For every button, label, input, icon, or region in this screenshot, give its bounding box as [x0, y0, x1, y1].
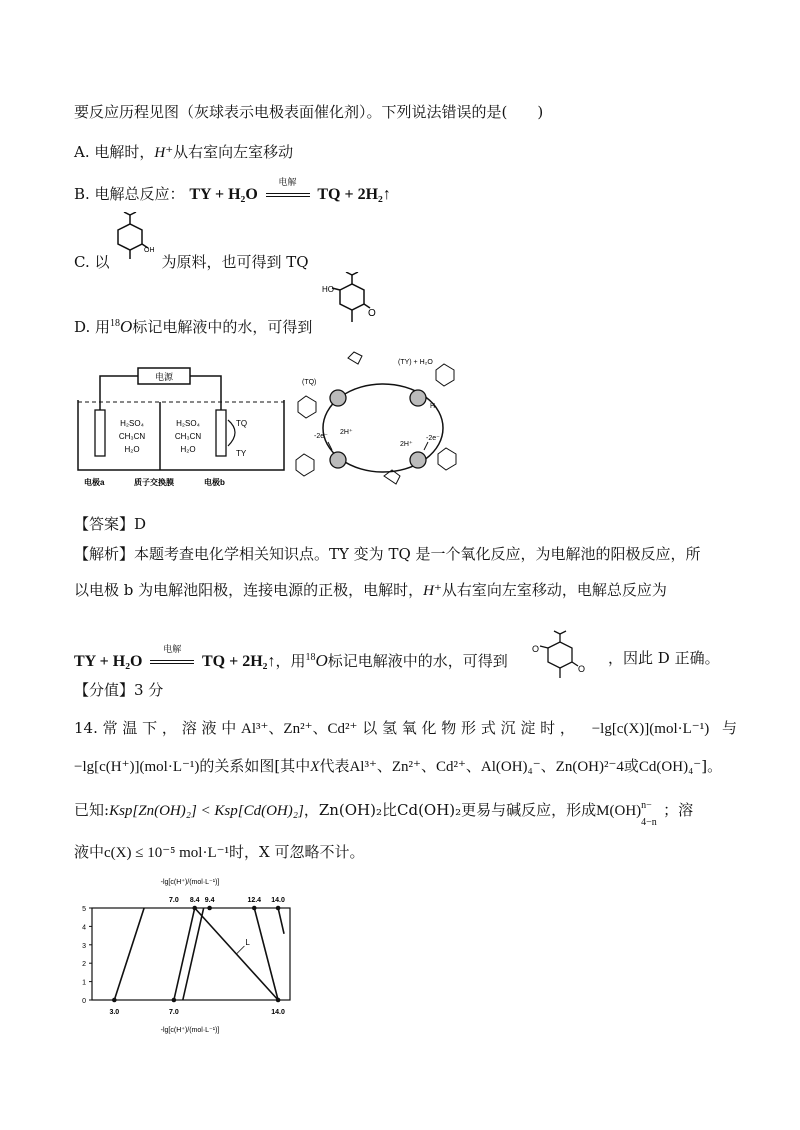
series-line [183, 908, 204, 1000]
reaction-cycle-diagram [288, 342, 478, 502]
option-c [74, 252, 309, 272]
data-point [112, 998, 117, 1003]
q14-line-2 [74, 756, 722, 777]
y-tick-label: 3 [82, 942, 86, 950]
left-solution-1: H₂SO₄ [120, 419, 144, 428]
option-a-suffix: 从右室向左室移动 [173, 143, 294, 161]
q14-ions: Al³⁺、Zn²⁺、Cd²⁺ [241, 721, 358, 737]
q14-line-3 [74, 800, 694, 828]
q14-moh-sup: n− [641, 800, 652, 811]
svg-text:O: O [532, 644, 540, 654]
q14-line-4 [74, 842, 365, 863]
power-label: 电源 [154, 372, 174, 382]
analysis-l3c: ，因此 D 正确。 [608, 649, 720, 667]
middle-solution-2: CH₃CN [174, 432, 202, 441]
analysis-line-3 [74, 645, 508, 672]
q14-line-1 [74, 718, 737, 739]
data-point [276, 998, 281, 1003]
bottom-tick-label: 3.0 [109, 1009, 120, 1016]
answer-label: 【答案】D [74, 515, 147, 533]
series-line [174, 908, 195, 1000]
question-intro: 要反应历程见图（灰球表示电极表面催化剂）。下列说法错误的是( ) [74, 103, 544, 121]
left-solution-3: H₂O [124, 445, 140, 454]
analysis-l3b: 标记电解液中的水，可得到 [327, 652, 508, 670]
q14-x: X [310, 759, 320, 775]
q14-lgx: −lg[c(X)](mol·L⁻¹) [591, 721, 710, 737]
series-label: L [245, 938, 250, 947]
score-label: 【分值】3 分 [74, 681, 164, 699]
data-point [276, 906, 281, 911]
q14-l2c: ]。 [701, 757, 723, 775]
analysis-l2b: 从右室向左室移动，电解总反应为 [441, 581, 667, 599]
cycle-ty-water-label: (TY) + H₂O [398, 359, 433, 366]
q14-lgh: −lg[c(H⁺)](mol·L⁻¹) [74, 759, 200, 775]
data-point [172, 998, 177, 1003]
q14-l4b: 时，X 可忽略不计。 [229, 843, 365, 861]
isotope-mass: 18 [110, 318, 121, 329]
option-b-prefix: B. 电解总反应： [74, 185, 185, 203]
option-a-prefix: A. 电解时， [74, 143, 155, 161]
analysis-h-plus: H⁺ [423, 583, 442, 599]
cycle-tq-label: (TQ) [302, 379, 317, 386]
q14-l4a: 液中 [74, 843, 105, 861]
bottom-tick-label: 7.0 [169, 1009, 179, 1016]
option-d-suffix: 标记电解液中的水，可得到 [132, 318, 313, 336]
top-tick-label: 9.4 [204, 897, 215, 904]
electrode-a-label: 电极a [84, 478, 105, 487]
option-c-suffix: 为原料，也可得到 TQ [161, 253, 309, 271]
y-tick-label: 1 [82, 979, 86, 987]
cycle-h-left: 2H⁺ [340, 429, 353, 436]
option-a [74, 142, 293, 163]
analysis-arrow [150, 645, 194, 671]
svg-text:HO: HO [322, 285, 334, 294]
analysis-product-molecule [526, 630, 602, 682]
equation-rhs: TQ + 2H₂↑ [317, 186, 391, 203]
analysis-l2a: 以电极 b 为电解池阳极，连接电源的正极，电解时， [74, 581, 424, 599]
q14-ions-2: Al³⁺、Zn²⁺、Cd²⁺、Al(OH)₄⁻、Zn(OH)²⁻4或Cd(OH)₄⁻ [349, 759, 702, 775]
left-solution-2: CH₃CN [118, 432, 146, 441]
top-tick-label: 14.0 [271, 897, 285, 904]
option-c-prefix: C. 以 [74, 253, 110, 271]
svg-text:OH: OH [144, 247, 155, 254]
membrane-label: 质子交换膜 [134, 478, 174, 487]
y-tick-label: 2 [82, 961, 86, 969]
cycle-e-right: -2e⁻ [426, 435, 440, 442]
q14-l3a: 已知: [74, 801, 110, 819]
q14-l1a: 14. 常 温 下 ， 溶 液 中 [74, 719, 237, 737]
y-tick-label: 4 [82, 924, 86, 932]
top-tick-label: 7.0 [169, 897, 179, 904]
analysis-line-2 [74, 580, 667, 601]
q14-yu: 与 [721, 719, 737, 737]
analysis-iso: 18 [305, 652, 316, 663]
option-d-prefix: D. 用 [74, 318, 111, 336]
arrow-label: 电解 [278, 178, 297, 188]
q14-moh-sub: 4−n [641, 817, 657, 828]
top-tick-label: 12.4 [247, 897, 262, 904]
analysis-arrow-label: 电解 [163, 645, 182, 655]
analysis-l3a: ，用 [275, 652, 306, 670]
y-tick-label: 5 [82, 906, 86, 913]
svg-text:O: O [368, 308, 376, 319]
series-line [278, 908, 284, 934]
option-b [74, 178, 391, 205]
h-plus: H⁺ [154, 145, 174, 161]
equation-lhs: TY + H₂O [189, 186, 258, 203]
svg-text:O: O [578, 664, 586, 674]
electrode-b-label: 电极b [204, 478, 225, 487]
cycle-h-label: H [430, 403, 436, 410]
precipitation-chart [70, 872, 310, 1038]
q14-l3c: ；溶 [663, 801, 694, 819]
cycle-h-right: 2H⁺ [400, 441, 413, 448]
option-d [74, 314, 312, 337]
ty-label: TY [236, 449, 247, 458]
q14-ksp: Ksp[Zn(OH)₂] < Ksp[Cd(OH)₂] [109, 803, 304, 819]
cycle-e-left: -2e⁻ [314, 433, 328, 440]
series-line [114, 908, 144, 1000]
oxygen-symbol: O [120, 317, 133, 336]
labeled-tq-molecule [322, 272, 382, 332]
q14-moh: M(OH) [596, 803, 642, 819]
q14-moh-scripts [641, 800, 663, 828]
middle-solution-3: H₂O [180, 445, 196, 454]
q14-cond: c(X) ≤ 10⁻⁵ mol·L⁻¹ [104, 845, 230, 861]
chart-top-axis-label: -lg[c(H⁺)/(mol·L⁻¹)] [160, 879, 220, 886]
data-point [207, 906, 212, 911]
analysis-oxygen: O [315, 651, 328, 670]
data-point [192, 906, 197, 911]
analysis-line-1: 【解析】本题考查电化学相关知识点。TY 变为 TQ 是一个氧化反应，为电解池的阳极反应，所 [74, 545, 701, 563]
top-tick-label: 8.4 [189, 897, 200, 904]
analysis-eq-rhs: TQ + 2H₂↑ [202, 653, 276, 670]
analysis-eq-lhs: TY + H₂O [74, 653, 143, 670]
y-tick-label: 0 [82, 998, 86, 1005]
q14-l2a: 的关系如图[其中 [199, 757, 311, 775]
q14-l2b: 代表 [319, 757, 350, 775]
q14-l3b: ，Zn(OH)₂比Cd(OH)₂更易与碱反应，形成 [303, 801, 597, 819]
electrolysis-arrow [266, 178, 310, 204]
data-point [252, 906, 257, 911]
tq-label: TQ [236, 419, 248, 428]
middle-solution-1: H₂SO₄ [176, 419, 200, 428]
electrolysis-cell-diagram [76, 360, 288, 490]
q14-l1b: 以 氢 氧 化 物 形 式 沉 淀 时 ， [362, 719, 575, 737]
bottom-tick-label: 14.0 [271, 1009, 285, 1016]
chart-bottom-axis-label: -lg[c(H⁺)/(mol·L⁻¹)] [160, 1027, 220, 1034]
series-leader [236, 946, 244, 954]
